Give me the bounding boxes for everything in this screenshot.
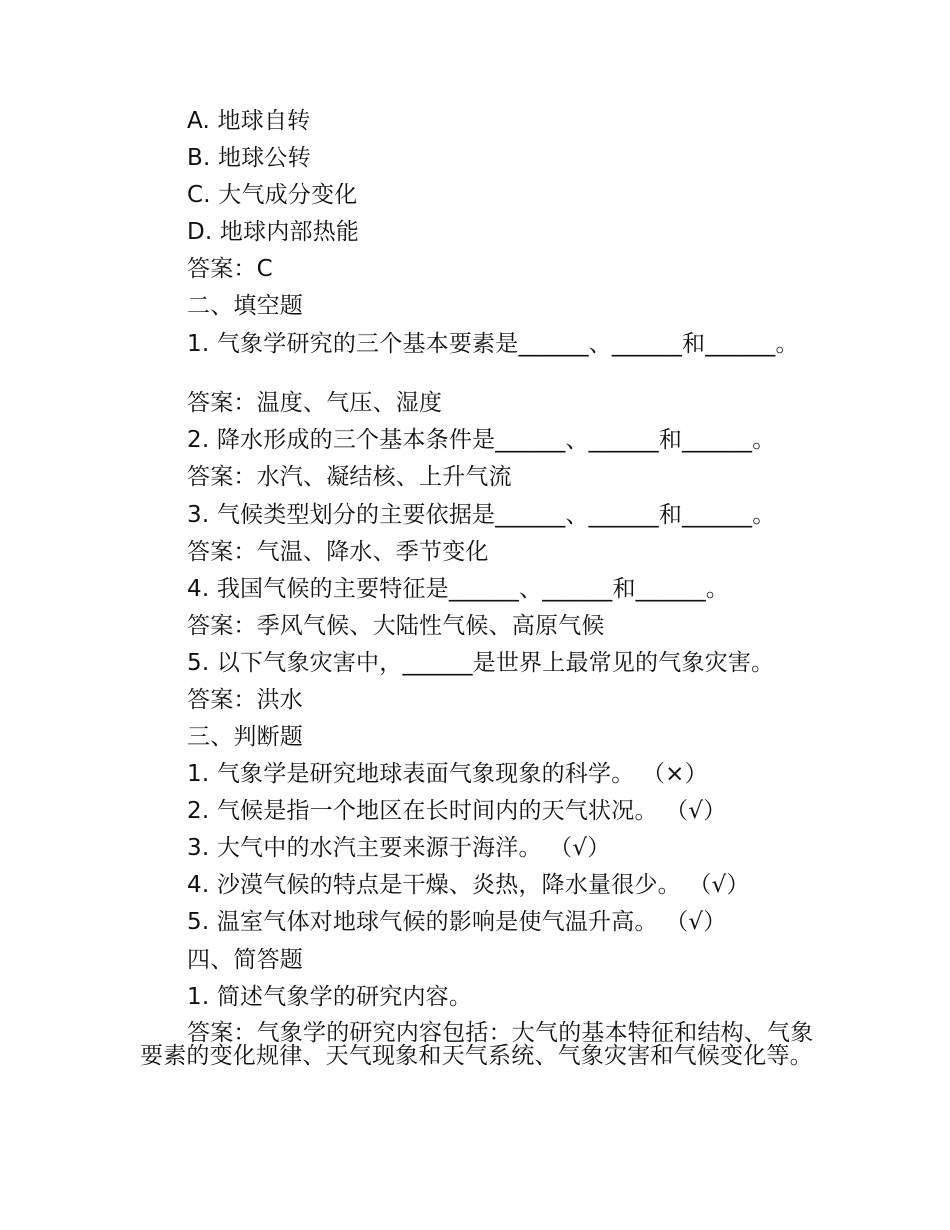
section-heading-true-false: 三、判断题 [187,724,303,750]
option-c: C. 大气成分变化 [187,182,358,208]
fill-blank-question-1: 1. 气象学研究的三个基本要素是______、______和______。 [187,331,799,357]
true-false-item-2: 2. 气候是指一个地区在长时间内的天气状况。 （√） [187,798,727,824]
fill-blank-answer-5: 答案：洪水 [187,687,303,713]
true-false-item-1: 1. 气象学是研究地球表面气象现象的科学。 （×） [187,761,708,787]
fill-blank-answer-2: 答案：水汽、凝结核、上升气流 [187,464,512,490]
option-b: B. 地球公转 [187,145,311,171]
true-false-item-4: 4. 沙漠气候的特点是干燥、炎热，降水量很少。 （√） [187,872,750,898]
fill-blank-question-2: 2. 降水形成的三个基本条件是______、______和______。 [187,427,776,453]
true-false-item-5: 5. 温室气体对地球气候的影响是使气温升高。 （√） [187,909,727,935]
option-a: A. 地球自转 [187,108,311,134]
answer-choice: 答案：C [187,256,273,282]
fill-blank-question-5: 5. 以下气象灾害中，______是世界上最常见的气象灾害。 [187,650,775,676]
fill-blank-answer-3: 答案：气温、降水、季节变化 [187,539,489,565]
short-answer-answer-1: 答案：气象学的研究内容包括：大气的基本特征和结构、气象要素的变化规律、天气现象和天气系统、气象灾害和气候变化等。 [140,1020,814,1069]
true-false-item-3: 3. 大气中的水汽主要来源于海洋。 （√） [187,835,611,861]
fill-blank-answer-1: 答案：温度、气压、湿度 [187,390,443,416]
section-heading-fill-blank: 二、填空题 [187,293,303,319]
option-d: D. 地球内部热能 [187,219,360,245]
section-heading-short-answer: 四、简答题 [187,947,303,973]
fill-blank-question-4: 4. 我国气候的主要特征是______、______和______。 [187,576,730,602]
fill-blank-question-3: 3. 气候类型划分的主要依据是______、______和______。 [187,502,776,528]
short-answer-question-1: 1. 简述气象学的研究内容。 [187,984,473,1010]
fill-blank-answer-4: 答案：季风气候、大陆性气候、高原气候 [187,613,605,639]
